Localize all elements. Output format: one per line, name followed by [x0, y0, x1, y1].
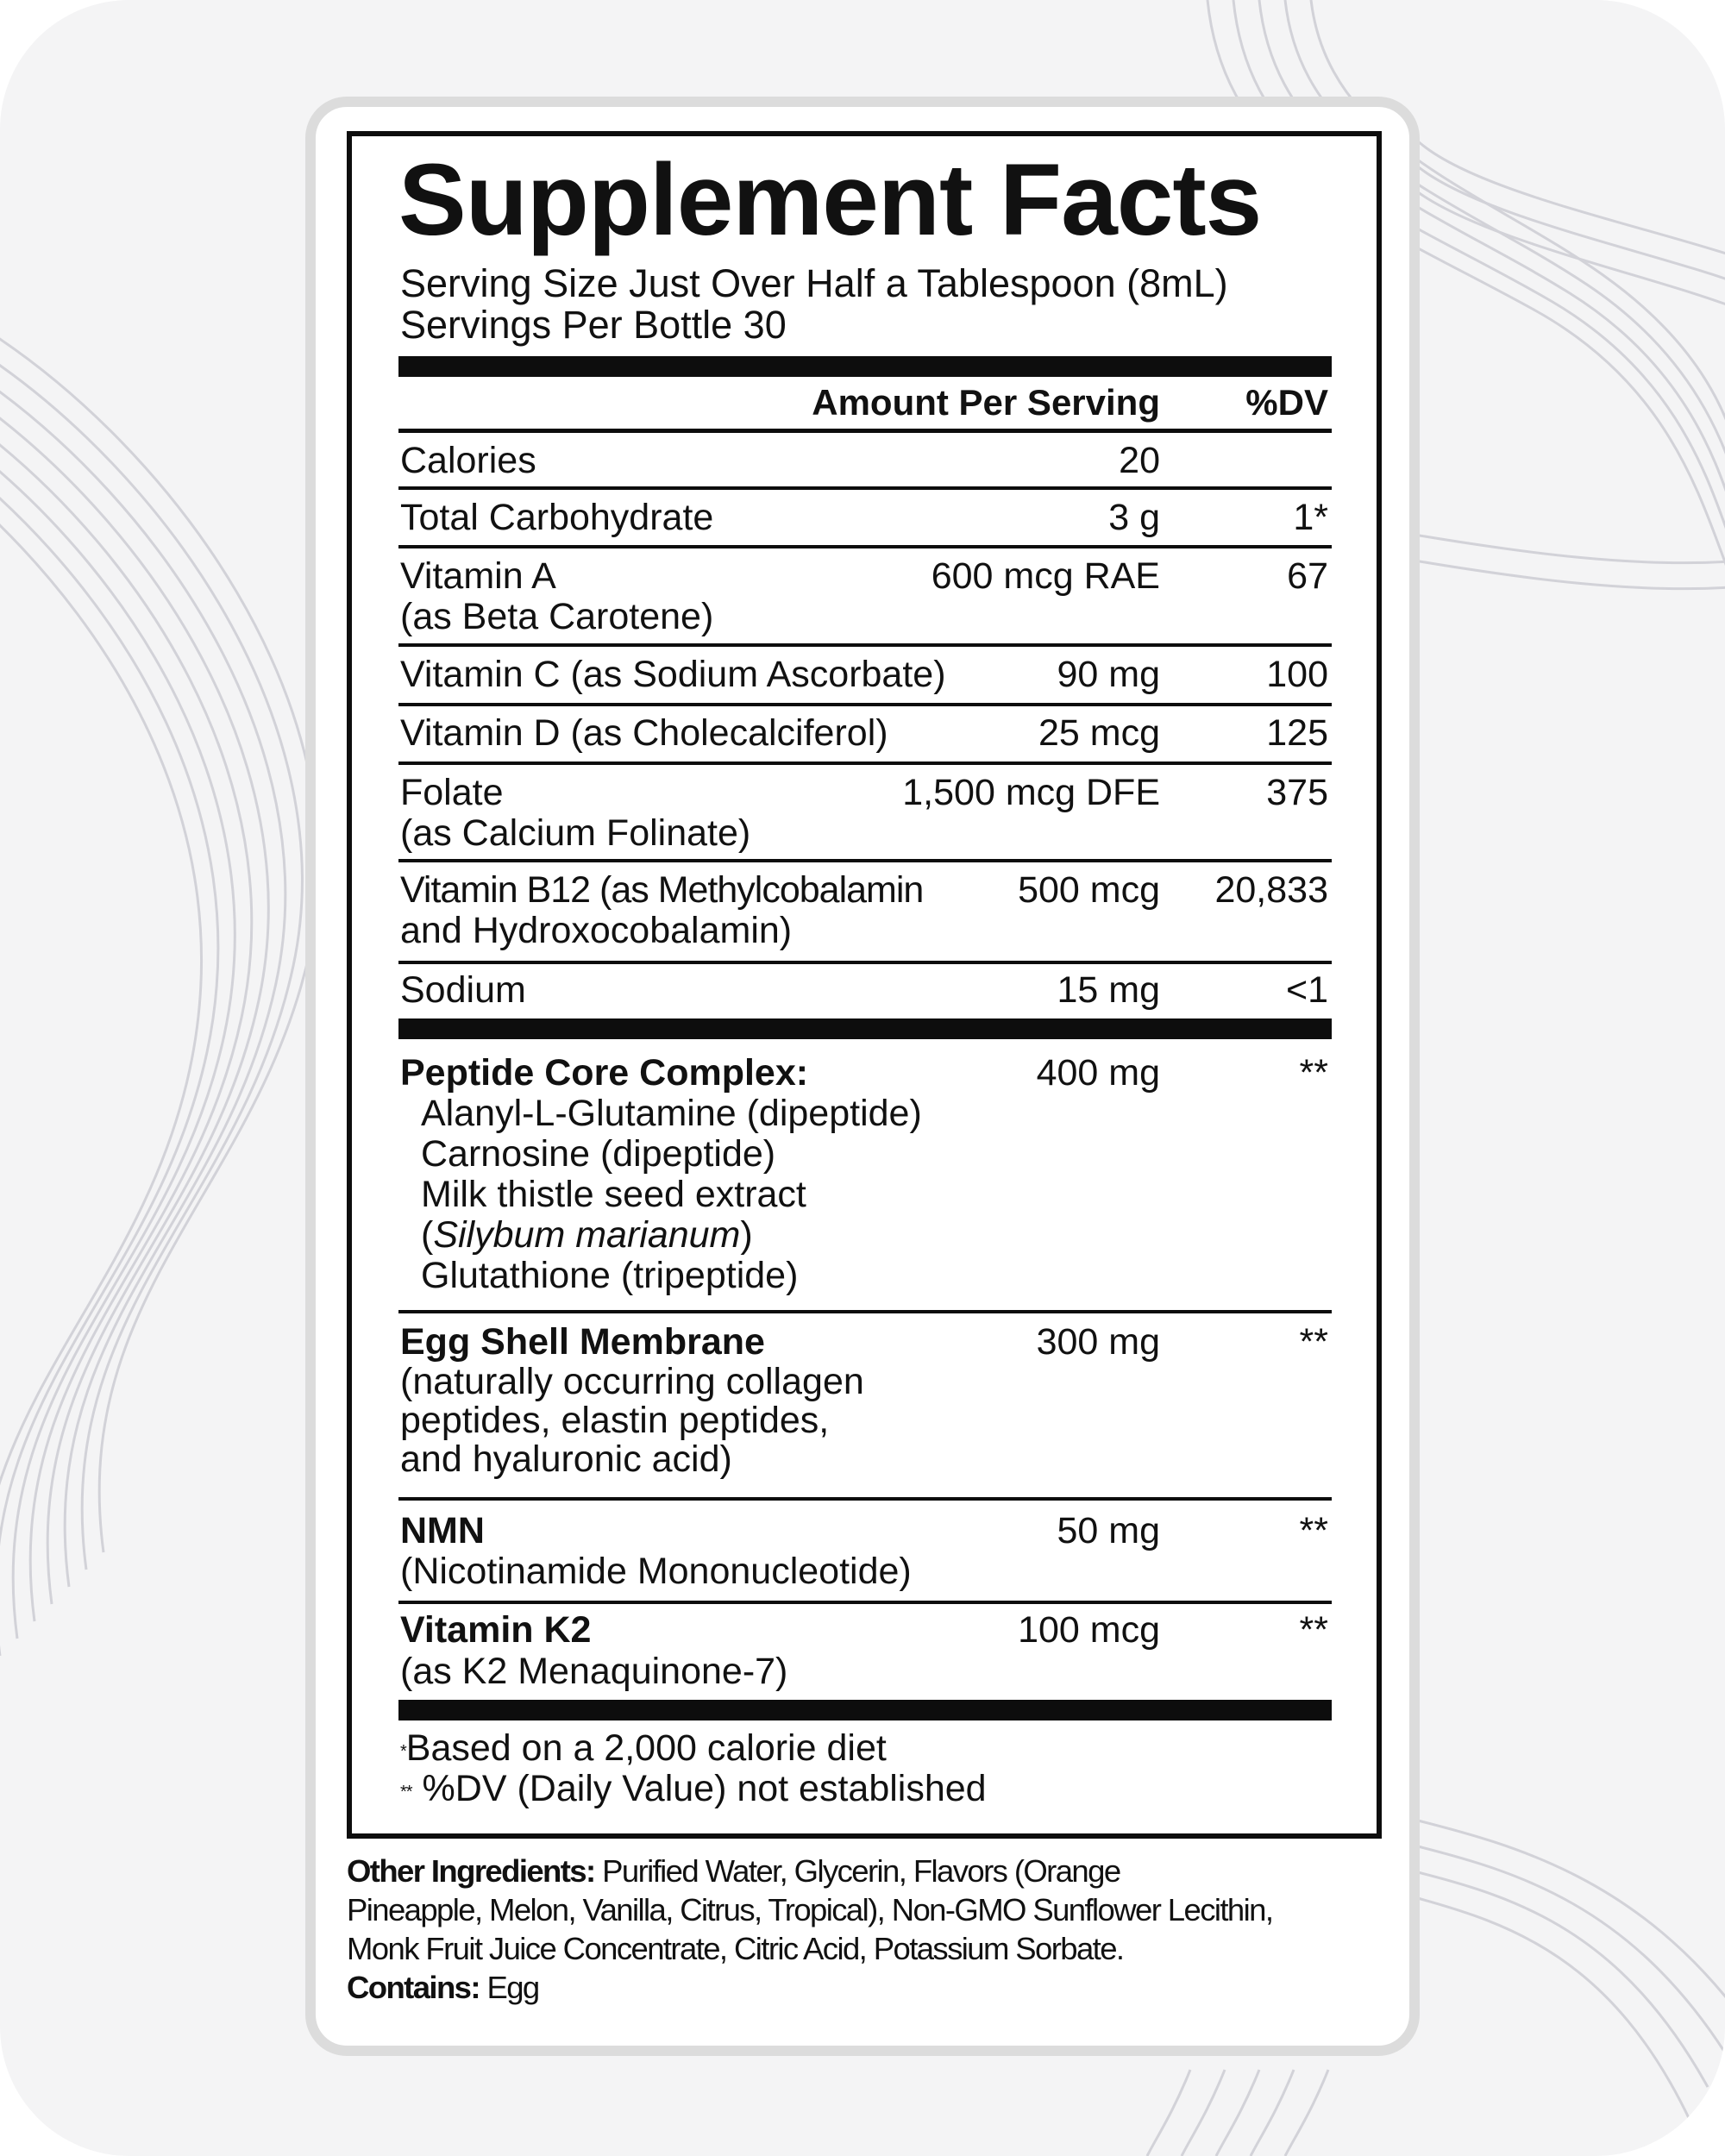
other-ingredients-line: Pineapple, Melon, Vanilla, Citrus, Tropical), Non-GMO Sunflower Lecithin, [347, 1892, 1273, 1927]
latin-name: Silybum marianum [433, 1214, 741, 1256]
panel-title: Supplement Facts [398, 143, 1262, 257]
row-name-vitamin-c: Vitamin C (as Sodium Ascorbate) [400, 654, 946, 695]
blend-amount-vitamin-k2: 100 mcg [1018, 1609, 1160, 1651]
row-rule [398, 643, 1332, 647]
row-dv-vitamin-c: 100 [1266, 654, 1328, 695]
row-name-vitamin-a: Vitamin A [400, 555, 556, 597]
blend-name-egg-shell-membrane: Egg Shell Membrane [400, 1321, 765, 1363]
blend-name-vitamin-k2: Vitamin K2 [400, 1609, 592, 1651]
row-name-folate: Folate [400, 772, 504, 813]
row-amount-total-carbohydrate: 3 g [1108, 497, 1160, 538]
blend-dv-nmn: ** [1299, 1510, 1328, 1551]
row-amount-vitamin-b12: 500 mcg [1018, 869, 1160, 911]
thick-divider [398, 1700, 1332, 1720]
serving-size: Serving Size Just Over Half a Tablespoon (8mL) [400, 261, 1228, 305]
row-dv-sodium: <1 [1285, 969, 1328, 1011]
header-amount: Amount Per Serving [812, 382, 1160, 423]
blend-dv-egg-shell-membrane: ** [1299, 1321, 1328, 1363]
row-sub-folate: (as Calcium Folinate) [400, 812, 751, 854]
blend-name-nmn: NMN [400, 1510, 485, 1551]
row-amount-vitamin-c: 90 mg [1057, 654, 1160, 695]
thick-divider [398, 1018, 1332, 1039]
row-rule [398, 1497, 1332, 1501]
blend-description: (Nicotinamide Mononucleotide) [400, 1551, 912, 1592]
header-rule [398, 429, 1332, 433]
blend-amount-egg-shell-membrane: 300 mg [1036, 1321, 1160, 1363]
row-amount-folate: 1,500 mcg DFE [902, 772, 1160, 813]
header-dv: %DV [1245, 382, 1328, 423]
row-rule [398, 486, 1332, 490]
row-dv-vitamin-b12: 20,833 [1214, 869, 1328, 911]
blend-amount-nmn: 50 mg [1057, 1510, 1160, 1551]
row-name-calories: Calories [400, 440, 536, 481]
blend-description: (as K2 Menaquinone-7) [400, 1651, 788, 1692]
row-rule [398, 859, 1332, 862]
blend-item: Carnosine (dipeptide) [421, 1133, 776, 1175]
row-rule [398, 961, 1332, 964]
other-ingredients-line: Monk Fruit Juice Concentrate, Citric Acid, Potassium Sorbate. [347, 1931, 1124, 1966]
row-dv-folate: 375 [1266, 772, 1328, 813]
footnote-dv-not-established: ** %DV (Daily Value) not established [400, 1768, 987, 1809]
row-rule [398, 761, 1332, 765]
blend-description: peptides, elastin peptides, [400, 1400, 830, 1441]
row-rule [398, 703, 1332, 706]
row-name-vitamin-d: Vitamin D (as Cholecalciferol) [400, 712, 888, 754]
other-ingredients-line: Other Ingredients: Purified Water, Glycerin, Flavors (Orange [347, 1853, 1120, 1889]
row-rule [398, 1601, 1332, 1604]
blend-description: (naturally occurring collagen [400, 1361, 864, 1402]
other-ingredients-label: Other Ingredients: [347, 1853, 595, 1889]
row-rule [398, 545, 1332, 548]
other-ingredients [347, 1852, 1399, 2007]
blend-item: Alanyl-L-Glutamine (dipeptide) [421, 1093, 922, 1134]
row-amount-sodium: 15 mg [1057, 969, 1160, 1011]
row-name-total-carbohydrate: Total Carbohydrate [400, 497, 714, 538]
row-dv-total-carbohydrate: 1* [1293, 497, 1328, 538]
row-sub-vitamin-b12: and Hydroxocobalamin) [400, 910, 793, 951]
row-dv-vitamin-d: 125 [1266, 712, 1328, 754]
blend-item: Glutathione (tripeptide) [421, 1255, 799, 1296]
blend-description: and hyaluronic acid) [400, 1438, 732, 1480]
row-name-vitamin-b12: Vitamin B12 (as Methylcobalamin [400, 869, 924, 911]
contains-statement: Contains: Egg [347, 1970, 539, 2005]
row-amount-vitamin-a: 600 mcg RAE [931, 555, 1160, 597]
footnote-calorie-diet: *Based on a 2,000 calorie diet [400, 1727, 887, 1769]
serving-info [400, 263, 1228, 346]
row-dv-vitamin-a: 67 [1287, 555, 1328, 597]
blend-item-latin-name: (Silybum marianum) [421, 1214, 753, 1256]
thick-divider [398, 356, 1332, 377]
contains-label: Contains: [347, 1970, 480, 2005]
blend-item: Milk thistle seed extract [421, 1174, 806, 1215]
blend-dv-peptide-core-complex: ** [1299, 1052, 1328, 1094]
row-amount-calories: 20 [1119, 440, 1160, 481]
row-name-sodium: Sodium [400, 969, 526, 1011]
blend-name-peptide-core-complex: Peptide Core Complex: [400, 1052, 809, 1094]
blend-dv-vitamin-k2: ** [1299, 1609, 1328, 1651]
servings-per-container: Servings Per Bottle 30 [400, 303, 787, 347]
row-rule [398, 1310, 1332, 1313]
blend-amount-peptide-core-complex: 400 mg [1036, 1052, 1160, 1094]
row-amount-vitamin-d: 25 mcg [1038, 712, 1160, 754]
row-sub-vitamin-a: (as Beta Carotene) [400, 596, 714, 637]
